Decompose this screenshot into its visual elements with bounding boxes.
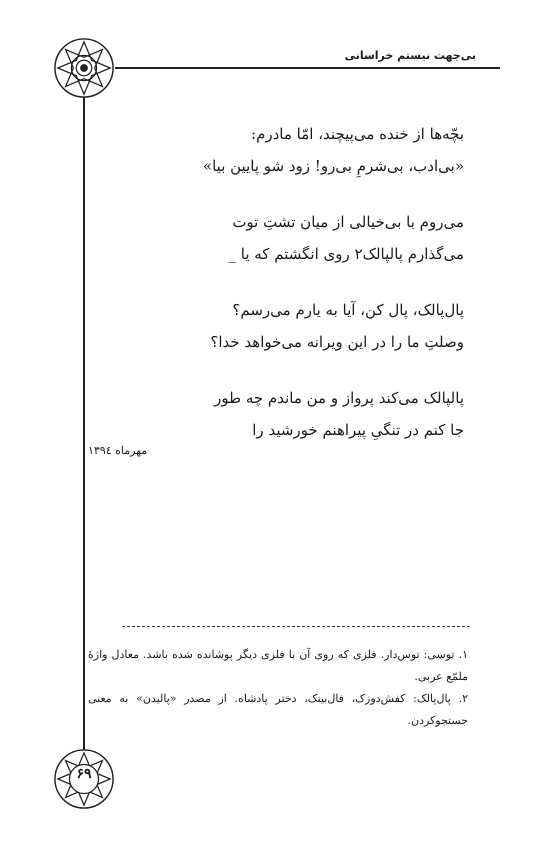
poem-line: می‌گذارم پالپالک۲ روی انگشتم که یا _ <box>228 245 464 263</box>
stanza <box>134 294 464 358</box>
poem-line: پالپالک می‌کند پرواز و من ماندم چه طور <box>214 389 464 407</box>
poem-line: «بی‌ادب، بی‌شرمِ بی‌رو! زود شو پایین بیا» <box>202 157 464 175</box>
vertical-rule <box>83 78 85 778</box>
poem-line: پال‌پالک، پال کن، آیا به یارم می‌رسم؟ <box>232 301 464 319</box>
poem <box>134 118 464 470</box>
poem-line: بچّه‌ها از خنده می‌پیچند، امّا مادرم: <box>251 125 464 143</box>
arabesque-rosette-icon <box>53 37 115 99</box>
footnote: ۱. توسی: توس‌دار. فلزی که روی آن با فلزی دیگر پوشانده شده باشد. معادل واژهٔ ملمّع عربی. <box>88 648 468 683</box>
footnotes <box>88 644 468 732</box>
poem-line: وصلتِ ما را در این ویرانه می‌خواهد خدا؟ <box>210 333 464 351</box>
poem-line: جا کنم در تنگیِ پیراهنم خورشید را <box>252 421 464 439</box>
footnote: ۲. پال‌پالک: کفش‌دوزک، فال‌بینک، دختر پادشاه. از مصدر «پالیدن» به معنی جستجوکردن. <box>88 692 468 727</box>
stanza <box>134 206 464 270</box>
poem-line: می‌روم با بی‌خیالی از میان تشتِ توت <box>232 213 464 231</box>
stanza <box>134 118 464 182</box>
poem-date: مهرماه ۱۳۹٤ <box>88 444 148 457</box>
page-number: ۶۹ <box>76 766 92 782</box>
stanza <box>134 382 464 446</box>
footnote-separator <box>122 626 470 627</box>
header-rule <box>115 67 500 69</box>
running-title: بی‌جهت نیستم خراسانی <box>344 49 476 62</box>
